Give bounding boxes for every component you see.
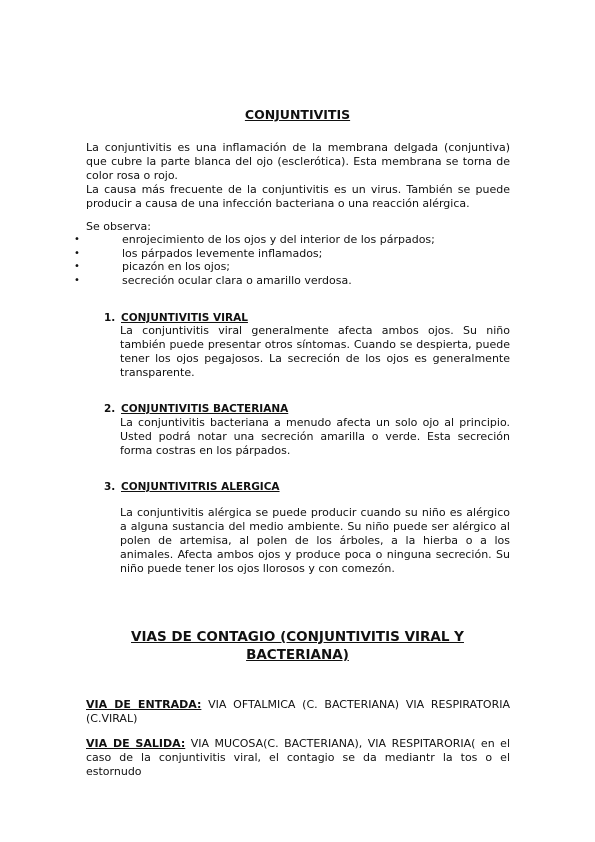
list-item: [0, 233, 595, 247]
section-heading-bacteriana: [104, 402, 288, 416]
symptom-text: enrojecimiento de los ojos y del interior de los párpados;: [122, 233, 435, 246]
section-body-alergica: [120, 506, 510, 576]
via-entrada-label: VIA DE ENTRADA:: [86, 698, 202, 711]
list-item: [0, 247, 595, 261]
section-number: 3.: [104, 481, 116, 493]
list-item: [0, 274, 595, 288]
contagio-title: VIAS DE CONTAGIO (CONJUNTIVITIS VIRAL Y BACTERIANA): [131, 629, 464, 663]
section-label: CONJUNTIVITRIS ALERGICA: [121, 481, 280, 493]
section-text: La conjuntivitis alérgica se puede producir cuando su niño es alérgico a alguna sustancia del medio ambiente. Su niño puede ser alérgico al polen de artemisa, al polen de los árboles, a la hierba o a los animales. Afecta ambos ojos y produce poca o ninguna secreción. Su niño puede tener los ojos llorosos y con comezón.: [120, 506, 510, 575]
bullet-icon: •: [74, 247, 80, 259]
via-salida: [86, 737, 510, 779]
bullet-icon: •: [74, 261, 80, 272]
symptom-text: los párpados levemente inflamados;: [122, 246, 323, 260]
bullet-icon: •: [74, 274, 80, 286]
via-salida-text: VIA MUCOSA(C. BACTERIANA), VIA RESPITARORIA( en el caso de la conjuntivitis viral, el contagio se da mediantr la tos o el estornudo: [86, 737, 511, 778]
section-label: CONJUNTIVITIS BACTERIANA: [121, 403, 289, 415]
document-title: CONJUNTIVITIS: [244, 107, 351, 122]
via-salida-label: VIA DE SALIDA:: [86, 737, 186, 750]
symptom-text: picazón en los ojos;: [122, 260, 231, 273]
list-item: [0, 260, 595, 274]
via-entrada: [86, 698, 510, 726]
bullet-icon: •: [74, 234, 80, 245]
section-label: CONJUNTIVITIS VIRAL: [121, 312, 248, 324]
section-text: La conjuntivitis viral generalmente afecta ambos ojos. Su niño también puede presentar otros síntomas. Cuando se despierta, puede tener los ojos pegajosos. La secreción de los ojos es generalmente transparente.: [120, 324, 510, 379]
symptom-list: [0, 233, 595, 287]
intro-definition: La conjuntivitis es una inflamación de la membrana delgada (conjuntiva) que cubre la parte blanca del ojo (esclerótica). Esta membrana se torna de color rosa o rojo.: [86, 141, 510, 182]
section-heading-viral: [104, 311, 248, 325]
section-number: 2.: [104, 403, 116, 415]
symptom-text: secreción ocular clara o amarillo verdosa.: [122, 273, 352, 287]
section-number: 1.: [104, 312, 116, 324]
section-heading-alergica: [104, 480, 280, 494]
section-body-bacteriana: [120, 416, 510, 458]
via-entrada-text: VIA OFTALMICA (C. BACTERIANA) VIA RESPIRATORIA (C.VIRAL): [86, 698, 510, 725]
section-text: La conjuntivitis bacteriana a menudo afecta un solo ojo al principio. Usted podrá notar una secreción amarilla o verde. Esta secreción forma costras en los párpados.: [120, 416, 510, 457]
section-body-viral: [120, 324, 510, 380]
observa-label: Se observa:: [86, 220, 151, 233]
intro-paragraph: [86, 141, 510, 211]
intro-cause: La causa más frecuente de la conjuntivitis es un virus. También se puede producir a causa de una infección bacteriana o una reacción alérgica.: [86, 183, 510, 210]
